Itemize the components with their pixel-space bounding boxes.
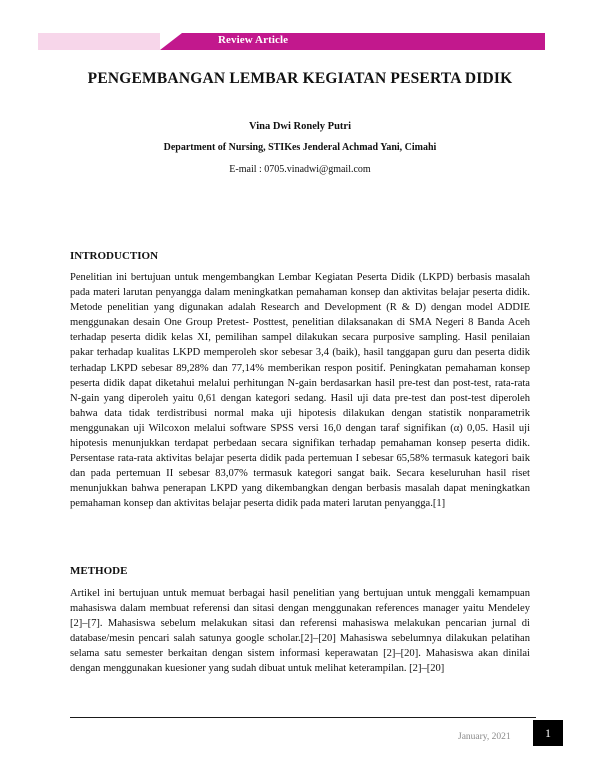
- banner-left-tint: [38, 33, 160, 50]
- page-number: 1: [533, 720, 563, 746]
- article-title: PENGEMBANGAN LEMBAR KEGIATAN PESERTA DIDIK: [87, 70, 513, 87]
- author-name: Vina Dwi Ronely Putri: [249, 121, 351, 132]
- section-heading-introduction: INTRODUCTION: [70, 250, 159, 262]
- footer-divider: [70, 717, 536, 718]
- section-body-methode: Artikel ini bertujuan untuk memuat berbagai hasil penelitian yang bertujuan untuk menggali kemampuan mahasiswa dalam membuat referensi dan sitasi dengan menggunakan references manager yaitu Mendeley [2]–[7]. Mahasiswa sebelum melakukan sitasi dan referensi mahasiswa melakukan pencarian jurnal di database/mesin pencari salah satunya google scholar.[2]–[20] Mahasiswa sebelumnya dilakukan pelatihan selama satu semester berkaitan dengan sistem informasi keperawatan [2]–[20]. Mahasiswa akan dinilai dengan menggunakan kuesioner yang sudah dibuat untuk melihat keterampilan. [2]–[20]: [70, 588, 530, 675]
- banner-label: Review Article: [218, 34, 289, 46]
- author-affiliation: Department of Nursing, STIKes Jenderal Achmad Yani, Cimahi: [163, 142, 437, 153]
- review-article-banner: [38, 33, 545, 50]
- banner-notch: [160, 33, 182, 50]
- footer-date: January, 2021: [458, 732, 511, 742]
- section-heading-methode: METHODE: [70, 565, 128, 577]
- author-email: E-mail : 0705.vinadwi@gmail.com: [229, 164, 371, 175]
- section-body-introduction: Penelitian ini bertujuan untuk mengembangkan Lembar Kegiatan Peserta Didik (LKPD) berbasis masalah pada materi larutan penyangga dalam meningkatkan pemahaman konsep dan aktivitas belajar peserta didik. Metode penelitian yang digunakan adalah Research and Development (R & D) dengan model ADDIE menggunakan desain One Group Pretest- Posttest, penelitian dilaksanakan di SMA Negeri 8 Banda Aceh terhadap peserta didik kelas XI, pemilihan sampel dilakukan secara purposive sampling. Hasil penilaian pakar terhadap kualitas LKPD memperoleh skor sebesar 3,4 (baik), hasil tanggapan guru dan peserta didik terhadap LKPD sebesar 89,28% dan 77,14% memberikan respon positif. Peningkatan pemahaman konsep peserta didik dapat diketahui melalui perhitungan N-gain berdasarkan hasil pre-test dan post-test, rata-rata N-gain yang diperoleh yaitu 0,61 dengan kategori sedang. Hasil uji data pre-test dan post-test diperoleh bahwa data tidak terdistribusi normal maka uji hipotesis dilakukan dengan statistik nonparametrik menggunakan uji Wilcoxon melalui software SPSS versi 16,0 dengan taraf signifikan (α) 0,05. Hasil uji hipotesis menunjukkan terdapat perbedaan secara signifikan terhadap pemahaman konsep peserta didik. Persentase rata-rata aktivitas belajar peserta didik pada pertemuan I sebesar 65,58% termasuk kategori baik dan pada pertemuan II sebesar 83,07% termasuk kategori sangat baik. Secara keseluruhan hasil riset menunjukkan bahwa penerapan LKPD yang dikembangkan dengan berbasis masalah dapat meningkatkan pemahaman konsep dan aktivitas belajar peserta didik pada materi larutan penyangga.[1]: [70, 272, 530, 510]
